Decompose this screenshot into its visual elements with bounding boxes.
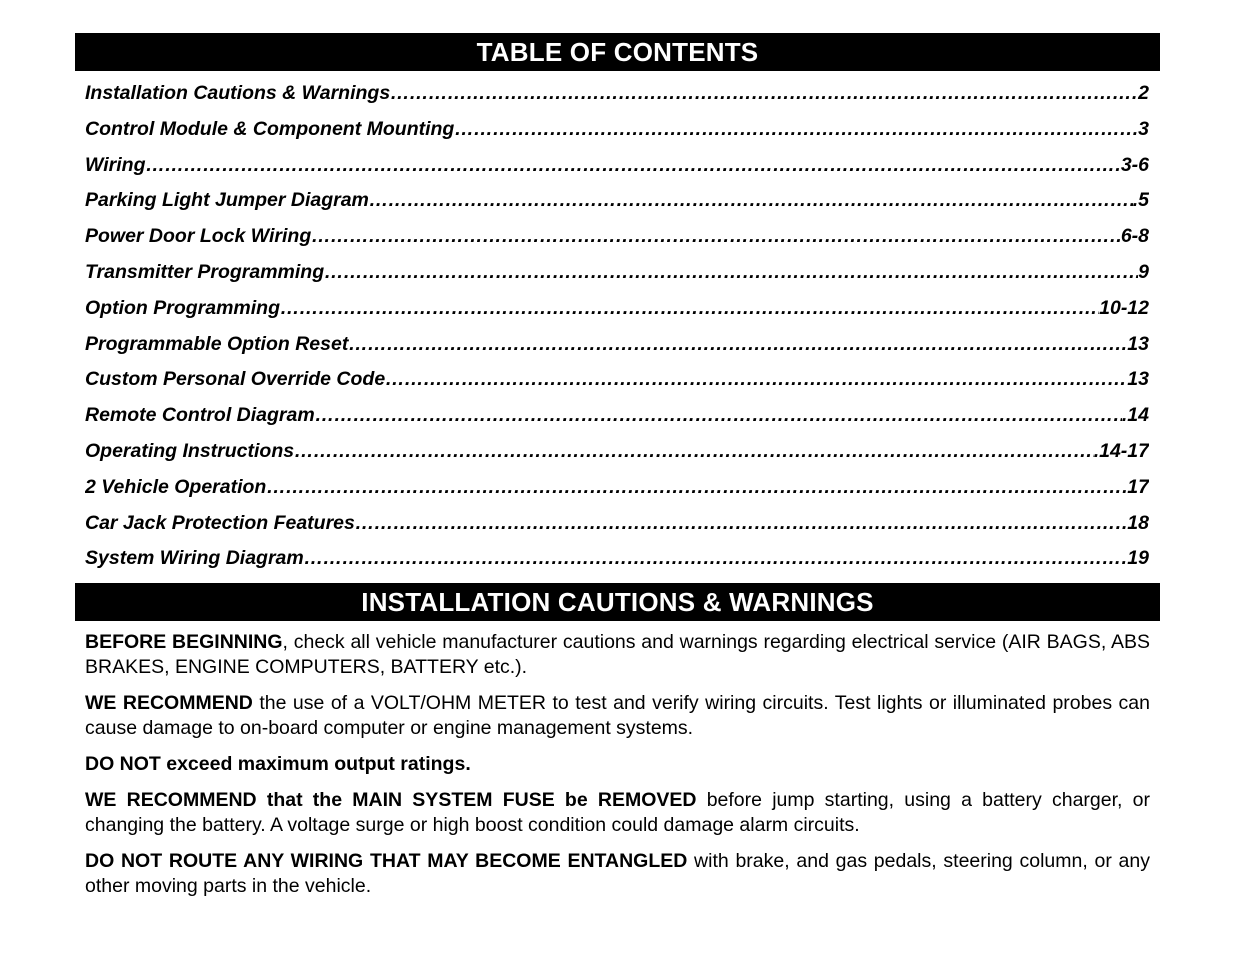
toc-entry-page: .14-17 xyxy=(1093,439,1149,462)
toc-entry-title: 2 Vehicle Operation xyxy=(85,475,267,498)
warning-paragraph xyxy=(85,788,1150,838)
toc-dot-leader xyxy=(454,112,1132,148)
toc-dot-leader xyxy=(348,327,1127,363)
warning-paragraph xyxy=(85,752,1150,777)
toc-entry-page: 6-8 xyxy=(1120,225,1149,248)
toc-entry-title: Parking Light Jumper Diagram xyxy=(85,189,369,212)
toc-entry-title: Operating Instructions xyxy=(85,439,295,462)
toc-entry[interactable] xyxy=(85,76,1149,112)
toc-entry-page: 10-12 xyxy=(1099,296,1149,319)
toc-entry-title: Wiring xyxy=(85,153,146,176)
toc-entry[interactable] xyxy=(85,112,1149,148)
toc-entry[interactable] xyxy=(85,255,1149,291)
toc-entry-page: 19 xyxy=(1127,547,1149,570)
warning-lead: WE RECOMMEND that the MAIN SYSTEM FUSE be REMOVED xyxy=(85,789,697,811)
toc-entry[interactable] xyxy=(85,219,1149,255)
toc-entry-title: Transmitter Programming xyxy=(85,260,325,283)
toc-dot-leader xyxy=(311,219,1121,255)
toc-entry-title: Programmable Option Reset xyxy=(85,332,349,355)
toc-dot-leader xyxy=(145,148,1120,184)
toc-entry-page: .3 xyxy=(1132,117,1149,140)
toc-dot-leader xyxy=(390,76,1138,112)
toc-entry-page: .5 xyxy=(1132,189,1149,212)
toc-heading: TABLE OF CONTENTS xyxy=(75,33,1160,71)
toc-entry[interactable] xyxy=(85,148,1149,184)
toc-entry-title: Installation Cautions & Warnings xyxy=(85,82,391,104)
toc-dot-leader xyxy=(266,470,1127,506)
toc-entry-title: Option Programming xyxy=(85,296,280,319)
warning-text: , check all vehicle manufacturer cautions and warnings regarding electrical service (AIR BAGS, ABS BRAKES, ENGINE COMPUTERS, BATTERY etc.). xyxy=(85,631,1150,678)
toc-entry-title: Power Door Lock Wiring xyxy=(85,225,312,248)
warning-lead: DO NOT exceed maximum output ratings. xyxy=(85,753,471,775)
toc-entry[interactable] xyxy=(85,470,1149,506)
toc-entry[interactable] xyxy=(85,398,1149,434)
toc-dot-leader xyxy=(385,362,1127,398)
toc-entry[interactable] xyxy=(85,327,1149,363)
warning-paragraph xyxy=(85,630,1150,680)
toc-entry[interactable] xyxy=(85,183,1149,219)
toc-list xyxy=(85,76,1149,577)
toc-dot-leader xyxy=(369,183,1133,219)
toc-dot-leader xyxy=(280,291,1099,327)
warnings-heading: INSTALLATION CAUTIONS & WARNINGS xyxy=(75,583,1160,621)
toc-entry[interactable] xyxy=(85,506,1149,542)
toc-entry-page: 13 xyxy=(1127,332,1149,355)
toc-entry-title: Remote Control Diagram xyxy=(85,404,315,427)
warning-lead: DO NOT ROUTE ANY WIRING THAT MAY BECOME ENTANGLED xyxy=(85,850,688,872)
toc-dot-leader xyxy=(294,434,1094,470)
toc-entry-title: System Wiring Diagram xyxy=(85,547,304,570)
toc-entry[interactable] xyxy=(85,291,1149,327)
toc-entry[interactable] xyxy=(85,541,1149,577)
toc-dot-leader xyxy=(324,255,1138,291)
warning-text: before jump starting, using a battery charger, or changing the battery. A voltage surge or high boost condition could damage alarm circuits. xyxy=(85,789,1150,836)
toc-entry-page: 13 xyxy=(1127,368,1149,391)
toc-entry-page: 3-6 xyxy=(1120,153,1149,176)
toc-dot-leader xyxy=(315,398,1122,434)
toc-entry[interactable] xyxy=(85,434,1149,470)
toc-entry-page: .14 xyxy=(1121,404,1149,427)
toc-dot-leader xyxy=(304,541,1128,577)
warning-text: the use of a VOLT/OHM METER to test and verify wiring circuits. Test lights or illuminated probes can cause damage to on-board computer or engine management systems. xyxy=(85,692,1150,739)
warning-paragraph xyxy=(85,849,1150,899)
toc-entry[interactable] xyxy=(85,362,1149,398)
toc-entry-page: 17 xyxy=(1127,475,1149,498)
warning-paragraph xyxy=(85,691,1150,741)
toc-entry-page: 18 xyxy=(1127,511,1149,534)
warning-lead: BEFORE BEGINNING xyxy=(85,631,283,653)
warnings-section xyxy=(85,630,1150,910)
toc-entry-title: Control Module & Component Mounting xyxy=(85,117,455,140)
toc-entry-title: Car Jack Protection Features xyxy=(85,511,355,534)
warning-lead: WE RECOMMEND xyxy=(85,692,253,714)
toc-entry-page: 2 xyxy=(1138,82,1149,104)
toc-entry-title: Custom Personal Override Code xyxy=(85,368,386,391)
warning-text: with brake, and gas pedals, steering column, or any other moving parts in the vehicle. xyxy=(85,850,1151,897)
toc-entry-page: 9 xyxy=(1138,260,1149,283)
toc-dot-leader xyxy=(355,506,1127,542)
